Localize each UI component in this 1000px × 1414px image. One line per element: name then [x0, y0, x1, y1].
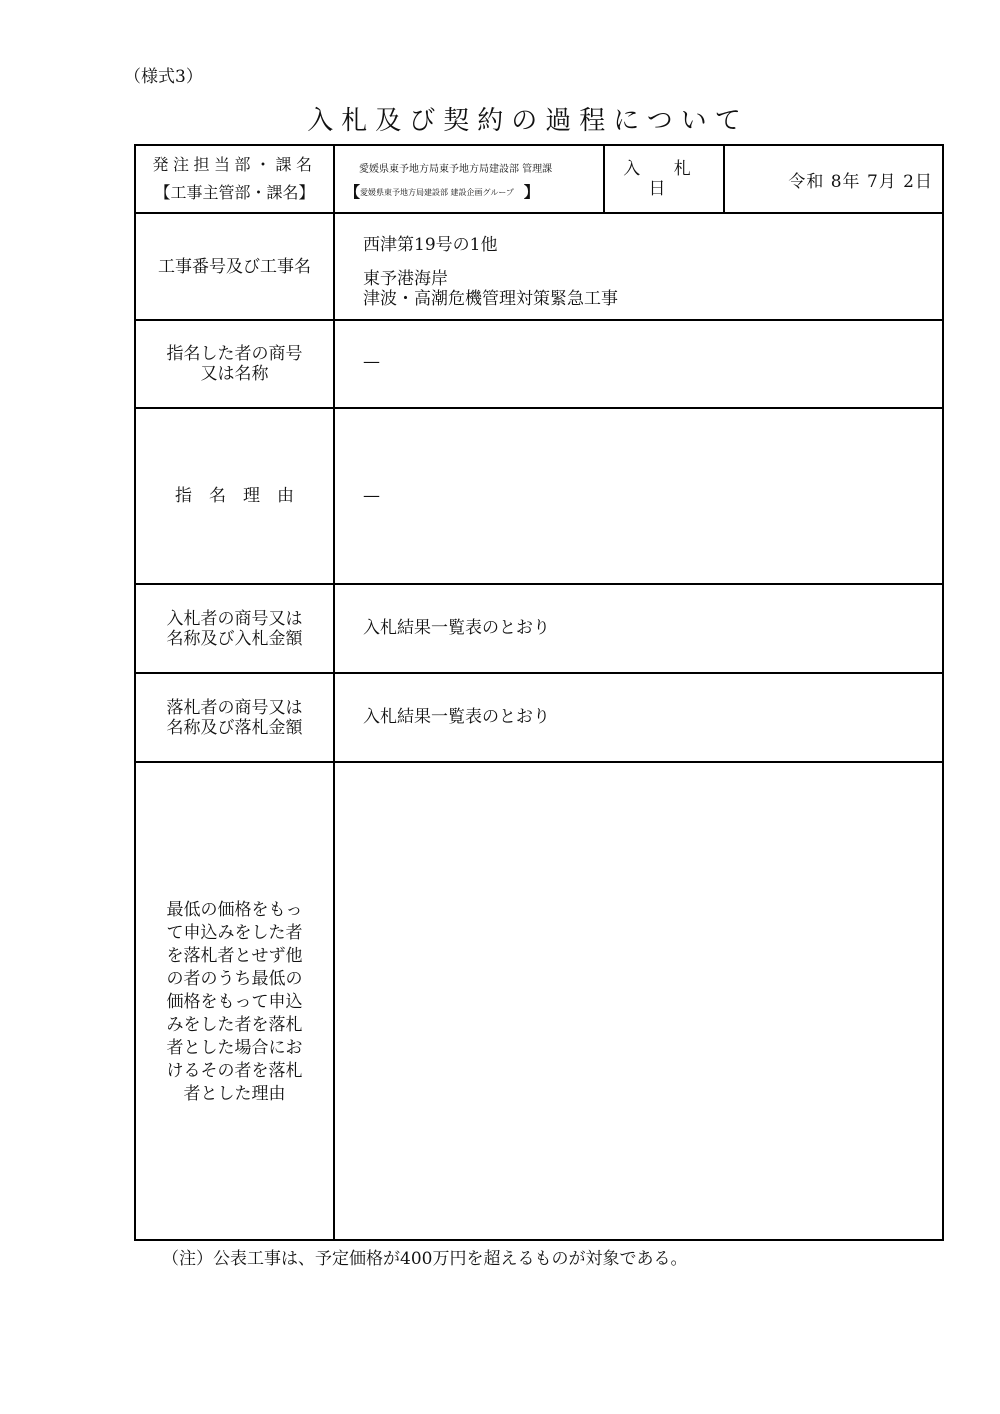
- dept-label-line2: 【工事主管部・課名】: [154, 183, 315, 202]
- exception-label-line: 最低の価格をもっ: [166, 899, 303, 920]
- designated-value: —: [363, 352, 380, 372]
- dept-value-cell: [335, 146, 603, 212]
- exception-label-line: を落札者とせず他: [166, 945, 303, 966]
- bid-date-label-cell: [605, 146, 723, 212]
- document-title: 入札及び契約の過程について: [307, 106, 749, 136]
- designated-label-line1: 指名した者の商号: [166, 344, 303, 364]
- exception-label-line: て申込みをした者: [166, 922, 303, 943]
- exception-label-line: みをした者を落札: [166, 1014, 303, 1035]
- exception-label-line: の者のうち最低の: [166, 968, 303, 989]
- bidders-label-cell: [136, 585, 333, 672]
- bid-date-value-cell: [725, 146, 933, 212]
- project-value-cell: [363, 235, 923, 309]
- exception-label-cell: [136, 763, 333, 1241]
- bid-date-value: 令和 8年 7月 2日: [788, 171, 933, 192]
- bracket-close: 】: [523, 183, 539, 201]
- winner-label-line2: 名称及び落札金額: [166, 717, 303, 738]
- bid-date-label: 入 札 日: [623, 159, 705, 199]
- bidders-label-line2: 名称及び入札金額: [166, 628, 303, 649]
- winner-label-cell: [136, 674, 333, 761]
- exception-label-line: 価格をもって申込: [166, 991, 303, 1012]
- column-divider: [333, 146, 335, 1241]
- process-table: [134, 144, 944, 1241]
- footnote: （注）公表工事は、予定価格が400万円を超えるものが対象である。: [162, 1249, 688, 1269]
- dept-label-cell: [136, 146, 333, 212]
- reason-value: —: [363, 486, 380, 506]
- winner-value: 入札結果一覧表のとおり: [363, 707, 550, 727]
- dept-label-line1: 発注担当部・課名: [152, 155, 317, 174]
- project-number: 西津第19号の1他: [363, 235, 498, 255]
- dept-value-line1: 愛媛県東予地方局東予地方局建設部 管理課: [359, 164, 553, 175]
- project-label: 工事番号及び工事名: [158, 256, 311, 277]
- project-name-line1: 東予港海岸: [363, 269, 448, 289]
- exception-label-line: 者とした場合にお: [166, 1037, 303, 1058]
- bidders-label-line1: 入札者の商号又は: [166, 608, 303, 629]
- bracket-open: 【: [345, 183, 361, 201]
- designated-label-cell: [136, 321, 333, 407]
- winner-label-line1: 落札者の商号又は: [166, 697, 303, 718]
- bidders-value: 入札結果一覧表のとおり: [363, 618, 550, 638]
- exception-label: [167, 899, 303, 1106]
- exception-label-line: 者とした理由: [183, 1083, 286, 1104]
- exception-label-line: けるその者を落札: [166, 1060, 303, 1081]
- reason-label: 指 名 理 由: [175, 486, 294, 506]
- project-label-cell: [136, 214, 333, 319]
- designated-label-line2: 又は名称: [200, 364, 269, 384]
- reason-label-cell: [136, 409, 333, 583]
- form-number: （様式3）: [124, 67, 203, 87]
- project-name-line2: 津波・高潮危機管理対策緊急工事: [363, 289, 618, 309]
- dept-value-line2: 愛媛県東予地方局建設部 建設企画グループ: [360, 188, 514, 197]
